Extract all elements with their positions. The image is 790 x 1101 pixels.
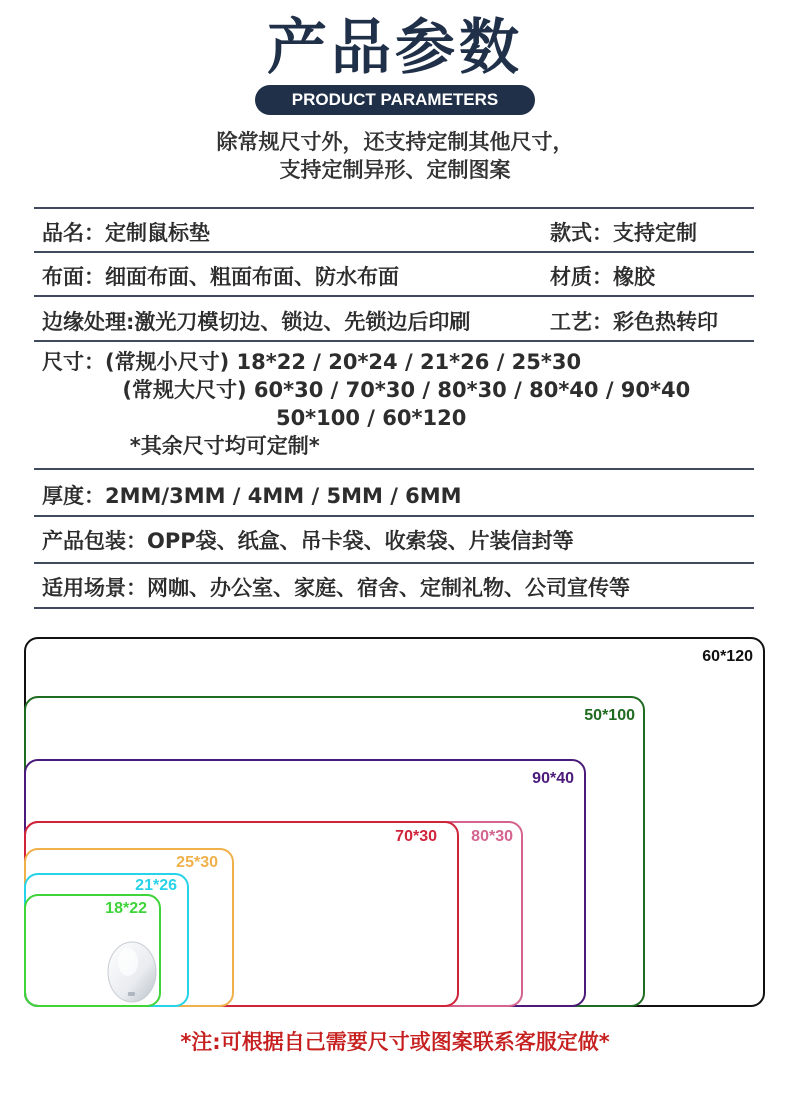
param-row-size xyxy=(34,340,754,468)
size-label-80x30: 80*30 xyxy=(471,828,513,845)
size-label-25x30: 25*30 xyxy=(176,854,218,871)
size-label-50x100: 50*100 xyxy=(584,707,635,724)
computer-mouse-icon xyxy=(104,938,160,1004)
param-row-packaging xyxy=(34,515,754,562)
param-edge: 边缘处理:激光刀模切边、锁边、先锁边后印刷 xyxy=(42,310,471,334)
size-label-60x120: 60*120 xyxy=(702,648,753,665)
size-custom-note: *其余尺寸均可定制* xyxy=(42,434,320,458)
param-row-edge xyxy=(34,295,754,340)
size-label-21x26: 21*26 xyxy=(135,877,177,894)
subtitle-line-2: 支持定制异形、定制图案 xyxy=(279,158,511,182)
param-row-name xyxy=(34,207,754,251)
param-usage: 适用场景：网咖、办公室、家庭、宿舍、定制礼物、公司宣传等 xyxy=(42,576,630,600)
param-row-thickness xyxy=(34,468,754,515)
param-row-usage xyxy=(34,562,754,609)
param-craft: 工艺：彩色热转印 xyxy=(550,310,718,334)
param-surface: 布面：细面布面、粗面布面、防水布面 xyxy=(42,265,399,289)
param-name: 品名：定制鼠标垫 xyxy=(42,221,210,245)
page-title: 产品参数 xyxy=(267,13,523,83)
param-row-surface xyxy=(34,251,754,295)
size-line-small: 尺寸：(常规小尺寸) 18*22 / 20*24 / 21*26 / 25*30 xyxy=(42,350,582,374)
parameter-table xyxy=(34,207,754,609)
english-title-badge: PRODUCT PARAMETERS xyxy=(255,85,535,115)
size-label-70x30: 70*30 xyxy=(395,828,437,845)
param-style: 款式：支持定制 xyxy=(550,221,697,245)
param-thickness: 厚度：2MM/3MM / 4MM / 5MM / 6MM xyxy=(42,484,462,508)
size-line-large: (常规大尺寸) 60*30 / 70*30 / 80*30 / 80*40 / 90*40 xyxy=(42,378,691,402)
param-packaging: 产品包装：OPP袋、纸盒、吊卡袋、收索袋、片装信封等 xyxy=(42,529,574,553)
size-label-18x22: 18*22 xyxy=(105,900,147,917)
size-label-90x40: 90*40 xyxy=(532,770,574,787)
size-line-xl: 50*100 / 60*120 xyxy=(42,406,467,430)
custom-order-note: *注:可根据自己需要尺寸或图案联系客服定做* xyxy=(180,1030,610,1054)
size-list xyxy=(42,348,690,460)
subtitle-line-1: 除常规尺寸外，还支持定制其他尺寸， xyxy=(216,130,574,154)
param-material: 材质：橡胶 xyxy=(550,265,655,289)
